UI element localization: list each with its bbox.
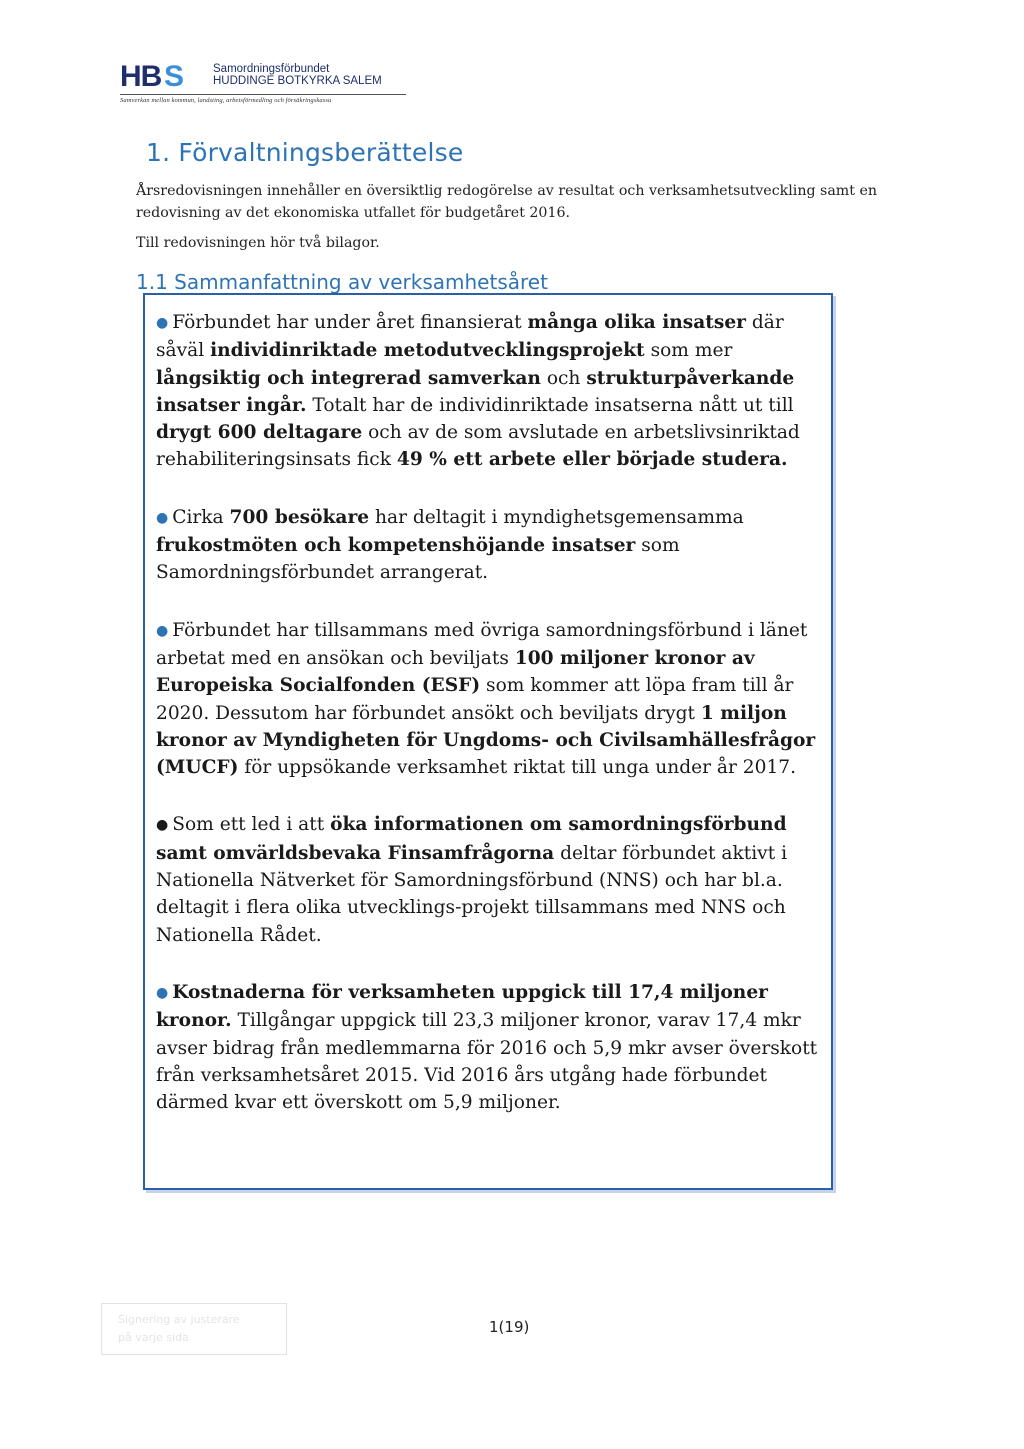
signature-stamp-line-1: Signering av justerare (118, 1313, 240, 1326)
summary-bullet-1 (156, 309, 821, 474)
svg-text:HB: HB (120, 62, 162, 88)
b5-strong-1: Kostnaderna för verksamheten uppgick till 17,4 miljoner kronor. (156, 981, 768, 1032)
signature-stamp (101, 1303, 287, 1355)
summary-box (143, 293, 833, 1190)
summary-bullet-4 (156, 811, 821, 948)
bullet-dot-icon: ● (156, 509, 169, 526)
b1-text-4: och (540, 367, 587, 389)
signature-stamp-line-2: på varje sida (118, 1331, 189, 1344)
org-text (213, 63, 382, 87)
b2-text-2: har deltagit i myndighetsgemensamma (369, 506, 744, 528)
org-name: Samordningsförbundet (213, 63, 330, 75)
b1-text-2: där såväl (156, 312, 784, 362)
b2-strong-2: frukostmöten och kompetenshöjande insatser (156, 535, 636, 557)
svg-text:S: S (164, 62, 185, 88)
b2-text-3: som Samordningsförbundet arrangerat. (156, 535, 680, 584)
b1-strong-2: individinriktade metodutvecklingsprojekt (210, 340, 645, 362)
b1-text-3: som mer (644, 340, 733, 362)
bullet-dot-icon: ● (156, 984, 169, 1001)
b4-text-2: deltar förbundet aktivt i Nationella Nätverket för Samordningsförbund (NNS) och har bl.a. deltagit i flera olika utvecklings-projekt tillsammans med NNS och Nationella Rådet. (156, 842, 788, 946)
b1-text-5: Totalt har de individinriktade insatserna nått ut till (306, 394, 794, 416)
b1-strong-4: strukturpåverkande insatser ingår. (156, 367, 795, 416)
summary-heading: 1.1 Sammanfattning av verksamhetsåret (136, 270, 548, 294)
b3-text-3: för uppsökande verksamhet riktat till unga under år 2017. (238, 757, 797, 779)
b5-text-1: Tillgångar uppgick till 23,3 miljoner kronor, varav 17,4 mkr avser bidrag från medlemmarna för 2016 och 5,9 mkr avser överskott från verksamhetsåret 2015. Vid 2016 års utgång hade förbundet därmed kvar ett överskott om 5,9 miljoner. (156, 1010, 818, 1114)
b3-text-1: Förbundet har tillsammans med övriga samordningsförbund i länet arbetat med en ansökan och beviljats (156, 619, 808, 669)
bullet-dot-icon: ● (156, 817, 169, 834)
b1-text-1: Förbundet har under året finansierat (172, 312, 528, 333)
b3-strong-1: 100 miljoner kronor av Europeiska Socialfonden (ESF) (156, 647, 755, 697)
page-number: 1(19) (489, 1318, 530, 1336)
letterhead (120, 62, 406, 104)
summary-bullet-3 (156, 617, 821, 782)
b1-strong-3: långsiktig och integrerad samverkan (156, 367, 541, 389)
intro-paragraph: Årsredovisningen innehåller en översiktlig redogörelse av resultat och verksamhetsutveckling samt en redovisning av det ekonomiska utfallet för budgetåret 2016. (136, 183, 877, 221)
b1-strong-6: 49 % ett arbete eller började studera. (396, 449, 788, 471)
header-divider (120, 94, 406, 95)
b3-text-2: som kommer att löpa fram till år 2020. Dessutom har förbundet ansökt och beviljats drygt (156, 675, 794, 724)
b2-strong-1: 700 besökare (229, 506, 370, 528)
b1-text-6: och av de som avslutade en arbetslivsinriktad rehabiliteringsinsats fick (156, 422, 800, 471)
attachments-note: Till redovisningen hör två bilagor. (136, 235, 380, 251)
summary-bullet-2 (156, 504, 821, 587)
bullet-dot-icon: ● (156, 622, 169, 639)
b1-strong-5: drygt 600 deltagare (156, 422, 363, 444)
section-title: 1. Förvaltningsberättelse (146, 138, 464, 167)
tagline: Samverkan mellan kommun, landsting, arbetsförmedling och försäkringskassa (120, 97, 332, 104)
org-members: HUDDINGE BOTKYRKA SALEM (213, 75, 382, 87)
summary-bullet-5 (156, 979, 821, 1116)
b4-strong-1: öka informationen om samordningsförbund samt omvärldsbevaka Finsamfrågorna (156, 814, 787, 864)
hbs-logo-icon (120, 62, 208, 88)
b2-text-1: Cirka (172, 506, 230, 528)
b3-strong-2: 1 miljon kronor av Myndigheten för Ungdoms- och Civilsamhällesfrågor (MUCF) (156, 702, 816, 779)
bullet-dot-icon: ● (156, 315, 169, 331)
b1-strong-1: många olika insatser (527, 312, 746, 333)
logo-row (120, 62, 406, 88)
b4-text-1: Som ett led i att (172, 814, 331, 836)
